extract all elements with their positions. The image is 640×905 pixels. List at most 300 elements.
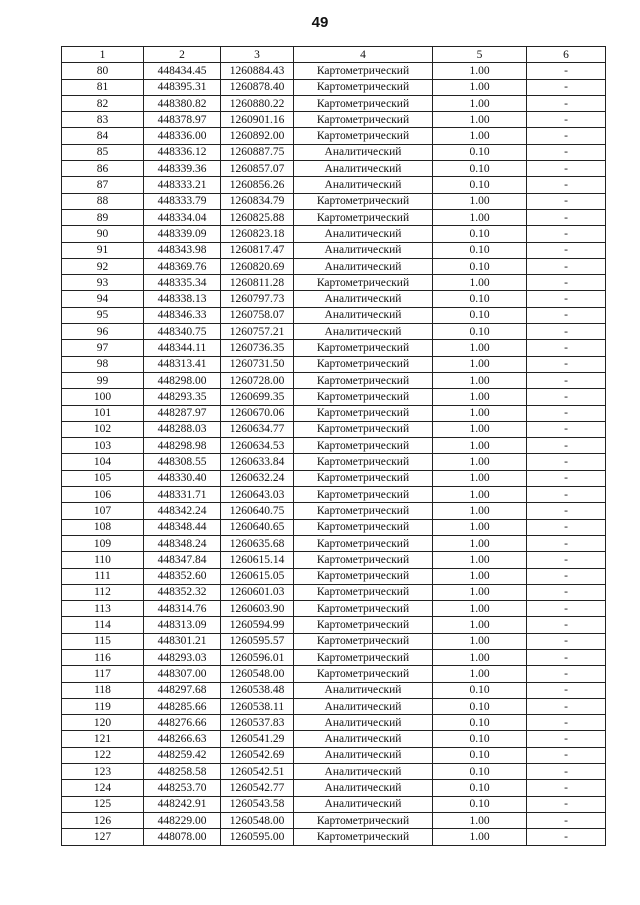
point-number-cell: 84	[62, 128, 144, 144]
note-cell: -	[527, 389, 606, 405]
x-coordinate-cell: 448338.13	[144, 291, 221, 307]
table-row	[62, 438, 606, 454]
note-cell: -	[527, 535, 606, 551]
point-number-cell: 97	[62, 340, 144, 356]
y-coordinate-cell: 1260615.14	[221, 552, 294, 568]
point-number-cell: 98	[62, 356, 144, 372]
method-cell: Аналитический	[294, 161, 433, 177]
point-number-cell: 117	[62, 666, 144, 682]
coordinates-table	[61, 46, 606, 846]
note-cell: -	[527, 470, 606, 486]
note-cell: -	[527, 405, 606, 421]
accuracy-cell: 0.10	[433, 324, 527, 340]
note-cell: -	[527, 356, 606, 372]
method-cell: Картометрический	[294, 275, 433, 291]
table-row	[62, 421, 606, 437]
point-number-cell: 91	[62, 242, 144, 258]
point-number-cell: 89	[62, 209, 144, 225]
accuracy-cell: 0.10	[433, 242, 527, 258]
point-number-cell: 118	[62, 682, 144, 698]
note-cell: -	[527, 340, 606, 356]
note-cell: -	[527, 291, 606, 307]
accuracy-cell: 0.10	[433, 177, 527, 193]
y-coordinate-cell: 1260635.68	[221, 535, 294, 551]
accuracy-cell: 1.00	[433, 193, 527, 209]
table-row	[62, 324, 606, 340]
table-row	[62, 552, 606, 568]
method-cell: Аналитический	[294, 258, 433, 274]
note-cell: -	[527, 438, 606, 454]
y-coordinate-cell: 1260643.03	[221, 487, 294, 503]
table-row	[62, 454, 606, 470]
table-row	[62, 291, 606, 307]
table-row	[62, 161, 606, 177]
table-row	[62, 356, 606, 372]
note-cell: -	[527, 617, 606, 633]
y-coordinate-cell: 1260538.11	[221, 698, 294, 714]
y-coordinate-cell: 1260856.26	[221, 177, 294, 193]
method-cell: Картометрический	[294, 421, 433, 437]
note-cell: -	[527, 487, 606, 503]
table-row	[62, 128, 606, 144]
point-number-cell: 101	[62, 405, 144, 421]
y-coordinate-cell: 1260596.01	[221, 649, 294, 665]
method-cell: Картометрический	[294, 666, 433, 682]
point-number-cell: 86	[62, 161, 144, 177]
method-cell: Аналитический	[294, 780, 433, 796]
table-row	[62, 796, 606, 812]
note-cell: -	[527, 633, 606, 649]
table-row	[62, 193, 606, 209]
point-number-cell: 87	[62, 177, 144, 193]
note-cell: -	[527, 780, 606, 796]
point-number-cell: 80	[62, 63, 144, 79]
accuracy-cell: 0.10	[433, 291, 527, 307]
header-cell-note: 6	[527, 47, 606, 63]
y-coordinate-cell: 1260880.22	[221, 95, 294, 111]
note-cell: -	[527, 242, 606, 258]
accuracy-cell: 1.00	[433, 209, 527, 225]
accuracy-cell: 1.00	[433, 552, 527, 568]
y-coordinate-cell: 1260834.79	[221, 193, 294, 209]
x-coordinate-cell: 448288.03	[144, 421, 221, 437]
note-cell: -	[527, 796, 606, 812]
table-row	[62, 649, 606, 665]
note-cell: -	[527, 226, 606, 242]
point-number-cell: 95	[62, 307, 144, 323]
x-coordinate-cell: 448434.45	[144, 63, 221, 79]
x-coordinate-cell: 448339.36	[144, 161, 221, 177]
y-coordinate-cell: 1260543.58	[221, 796, 294, 812]
method-cell: Картометрический	[294, 812, 433, 828]
table-header-row	[62, 47, 606, 63]
x-coordinate-cell: 448259.42	[144, 747, 221, 763]
note-cell: -	[527, 601, 606, 617]
y-coordinate-cell: 1260901.16	[221, 112, 294, 128]
accuracy-cell: 0.10	[433, 226, 527, 242]
note-cell: -	[527, 731, 606, 747]
accuracy-cell: 1.00	[433, 454, 527, 470]
x-coordinate-cell: 448336.00	[144, 128, 221, 144]
x-coordinate-cell: 448298.00	[144, 372, 221, 388]
x-coordinate-cell: 448266.63	[144, 731, 221, 747]
method-cell: Картометрический	[294, 356, 433, 372]
point-number-cell: 102	[62, 421, 144, 437]
point-number-cell: 108	[62, 519, 144, 535]
y-coordinate-cell: 1260878.40	[221, 79, 294, 95]
table-row	[62, 405, 606, 421]
y-coordinate-cell: 1260825.88	[221, 209, 294, 225]
y-coordinate-cell: 1260736.35	[221, 340, 294, 356]
note-cell: -	[527, 764, 606, 780]
table-row	[62, 307, 606, 323]
x-coordinate-cell: 448378.97	[144, 112, 221, 128]
accuracy-cell: 1.00	[433, 584, 527, 600]
method-cell: Картометрический	[294, 438, 433, 454]
table-row	[62, 144, 606, 160]
point-number-cell: 103	[62, 438, 144, 454]
table-row	[62, 535, 606, 551]
method-cell: Картометрический	[294, 535, 433, 551]
x-coordinate-cell: 448253.70	[144, 780, 221, 796]
table-row	[62, 747, 606, 763]
method-cell: Картометрический	[294, 95, 433, 111]
table-row	[62, 698, 606, 714]
note-cell: -	[527, 812, 606, 828]
y-coordinate-cell: 1260634.53	[221, 438, 294, 454]
accuracy-cell: 0.10	[433, 698, 527, 714]
point-number-cell: 88	[62, 193, 144, 209]
table-row	[62, 682, 606, 698]
y-coordinate-cell: 1260820.69	[221, 258, 294, 274]
accuracy-cell: 0.10	[433, 747, 527, 763]
point-number-cell: 115	[62, 633, 144, 649]
y-coordinate-cell: 1260884.43	[221, 63, 294, 79]
y-coordinate-cell: 1260595.00	[221, 829, 294, 845]
point-number-cell: 92	[62, 258, 144, 274]
y-coordinate-cell: 1260603.90	[221, 601, 294, 617]
accuracy-cell: 0.10	[433, 307, 527, 323]
y-coordinate-cell: 1260811.28	[221, 275, 294, 291]
method-cell: Аналитический	[294, 324, 433, 340]
note-cell: -	[527, 715, 606, 731]
method-cell: Аналитический	[294, 731, 433, 747]
y-coordinate-cell: 1260887.75	[221, 144, 294, 160]
table-row	[62, 470, 606, 486]
table-row	[62, 79, 606, 95]
note-cell: -	[527, 209, 606, 225]
method-cell: Аналитический	[294, 682, 433, 698]
x-coordinate-cell: 448342.24	[144, 503, 221, 519]
method-cell: Картометрический	[294, 519, 433, 535]
point-number-cell: 90	[62, 226, 144, 242]
method-cell: Аналитический	[294, 747, 433, 763]
table-row	[62, 764, 606, 780]
method-cell: Картометрический	[294, 649, 433, 665]
x-coordinate-cell: 448347.84	[144, 552, 221, 568]
table-row	[62, 340, 606, 356]
point-number-cell: 94	[62, 291, 144, 307]
method-cell: Картометрический	[294, 79, 433, 95]
table-row	[62, 601, 606, 617]
table-row	[62, 715, 606, 731]
method-cell: Картометрический	[294, 633, 433, 649]
x-coordinate-cell: 448229.00	[144, 812, 221, 828]
x-coordinate-cell: 448333.79	[144, 193, 221, 209]
x-coordinate-cell: 448395.31	[144, 79, 221, 95]
accuracy-cell: 1.00	[433, 340, 527, 356]
point-number-cell: 99	[62, 372, 144, 388]
accuracy-cell: 1.00	[433, 633, 527, 649]
method-cell: Картометрический	[294, 405, 433, 421]
y-coordinate-cell: 1260633.84	[221, 454, 294, 470]
y-coordinate-cell: 1260640.65	[221, 519, 294, 535]
note-cell: -	[527, 584, 606, 600]
note-cell: -	[527, 112, 606, 128]
accuracy-cell: 0.10	[433, 682, 527, 698]
table-row	[62, 617, 606, 633]
accuracy-cell: 1.00	[433, 535, 527, 551]
accuracy-cell: 1.00	[433, 666, 527, 682]
method-cell: Картометрический	[294, 552, 433, 568]
accuracy-cell: 1.00	[433, 812, 527, 828]
point-number-cell: 119	[62, 698, 144, 714]
point-number-cell: 82	[62, 95, 144, 111]
x-coordinate-cell: 448298.98	[144, 438, 221, 454]
x-coordinate-cell: 448331.71	[144, 487, 221, 503]
table-row	[62, 487, 606, 503]
note-cell: -	[527, 454, 606, 470]
accuracy-cell: 0.10	[433, 161, 527, 177]
y-coordinate-cell: 1260823.18	[221, 226, 294, 242]
table-row	[62, 226, 606, 242]
y-coordinate-cell: 1260728.00	[221, 372, 294, 388]
table-row	[62, 633, 606, 649]
table-row	[62, 372, 606, 388]
table-row	[62, 112, 606, 128]
accuracy-cell: 1.00	[433, 356, 527, 372]
accuracy-cell: 1.00	[433, 405, 527, 421]
point-number-cell: 106	[62, 487, 144, 503]
x-coordinate-cell: 448307.00	[144, 666, 221, 682]
accuracy-cell: 1.00	[433, 503, 527, 519]
note-cell: -	[527, 144, 606, 160]
note-cell: -	[527, 258, 606, 274]
method-cell: Картометрический	[294, 63, 433, 79]
x-coordinate-cell: 448334.04	[144, 209, 221, 225]
accuracy-cell: 0.10	[433, 715, 527, 731]
x-coordinate-cell: 448335.34	[144, 275, 221, 291]
accuracy-cell: 1.00	[433, 63, 527, 79]
accuracy-cell: 1.00	[433, 275, 527, 291]
point-number-cell: 96	[62, 324, 144, 340]
x-coordinate-cell: 448313.41	[144, 356, 221, 372]
accuracy-cell: 0.10	[433, 796, 527, 812]
note-cell: -	[527, 324, 606, 340]
method-cell: Аналитический	[294, 307, 433, 323]
note-cell: -	[527, 95, 606, 111]
y-coordinate-cell: 1260542.69	[221, 747, 294, 763]
y-coordinate-cell: 1260731.50	[221, 356, 294, 372]
y-coordinate-cell: 1260857.07	[221, 161, 294, 177]
method-cell: Картометрический	[294, 617, 433, 633]
x-coordinate-cell: 448343.98	[144, 242, 221, 258]
point-number-cell: 126	[62, 812, 144, 828]
y-coordinate-cell: 1260797.73	[221, 291, 294, 307]
point-number-cell: 121	[62, 731, 144, 747]
point-number-cell: 100	[62, 389, 144, 405]
x-coordinate-cell: 448314.76	[144, 601, 221, 617]
accuracy-cell: 1.00	[433, 372, 527, 388]
note-cell: -	[527, 275, 606, 291]
method-cell: Аналитический	[294, 764, 433, 780]
point-number-cell: 81	[62, 79, 144, 95]
method-cell: Аналитический	[294, 698, 433, 714]
accuracy-cell: 1.00	[433, 568, 527, 584]
table-row	[62, 584, 606, 600]
x-coordinate-cell: 448352.32	[144, 584, 221, 600]
x-coordinate-cell: 448380.82	[144, 95, 221, 111]
accuracy-cell: 1.00	[433, 519, 527, 535]
accuracy-cell: 1.00	[433, 487, 527, 503]
x-coordinate-cell: 448369.76	[144, 258, 221, 274]
note-cell: -	[527, 193, 606, 209]
table-row	[62, 209, 606, 225]
accuracy-cell: 1.00	[433, 829, 527, 845]
note-cell: -	[527, 552, 606, 568]
method-cell: Картометрический	[294, 487, 433, 503]
header-cell-x-coordinate: 2	[144, 47, 221, 63]
note-cell: -	[527, 79, 606, 95]
note-cell: -	[527, 568, 606, 584]
y-coordinate-cell: 1260758.07	[221, 307, 294, 323]
y-coordinate-cell: 1260699.35	[221, 389, 294, 405]
point-number-cell: 105	[62, 470, 144, 486]
y-coordinate-cell: 1260632.24	[221, 470, 294, 486]
table-row	[62, 242, 606, 258]
x-coordinate-cell: 448348.44	[144, 519, 221, 535]
note-cell: -	[527, 503, 606, 519]
header-cell-accuracy: 5	[433, 47, 527, 63]
header-cell-method: 4	[294, 47, 433, 63]
x-coordinate-cell: 448285.66	[144, 698, 221, 714]
point-number-cell: 111	[62, 568, 144, 584]
table-row	[62, 829, 606, 845]
table-row	[62, 568, 606, 584]
table-row	[62, 780, 606, 796]
accuracy-cell: 1.00	[433, 95, 527, 111]
method-cell: Картометрический	[294, 372, 433, 388]
method-cell: Картометрический	[294, 568, 433, 584]
y-coordinate-cell: 1260542.51	[221, 764, 294, 780]
accuracy-cell: 1.00	[433, 617, 527, 633]
y-coordinate-cell: 1260548.00	[221, 666, 294, 682]
point-number-cell: 93	[62, 275, 144, 291]
x-coordinate-cell: 448330.40	[144, 470, 221, 486]
method-cell: Аналитический	[294, 715, 433, 731]
point-number-cell: 120	[62, 715, 144, 731]
point-number-cell: 125	[62, 796, 144, 812]
y-coordinate-cell: 1260634.77	[221, 421, 294, 437]
point-number-cell: 116	[62, 649, 144, 665]
table-row	[62, 177, 606, 193]
note-cell: -	[527, 372, 606, 388]
header-cell-point-number: 1	[62, 47, 144, 63]
note-cell: -	[527, 177, 606, 193]
y-coordinate-cell: 1260548.00	[221, 812, 294, 828]
y-coordinate-cell: 1260537.83	[221, 715, 294, 731]
table-body	[62, 63, 606, 845]
accuracy-cell: 1.00	[433, 438, 527, 454]
table-row	[62, 666, 606, 682]
y-coordinate-cell: 1260892.00	[221, 128, 294, 144]
page-number: 49	[311, 14, 329, 31]
note-cell: -	[527, 63, 606, 79]
y-coordinate-cell: 1260595.57	[221, 633, 294, 649]
y-coordinate-cell: 1260601.03	[221, 584, 294, 600]
table-row	[62, 731, 606, 747]
point-number-cell: 127	[62, 829, 144, 845]
y-coordinate-cell: 1260615.05	[221, 568, 294, 584]
accuracy-cell: 1.00	[433, 128, 527, 144]
note-cell: -	[527, 519, 606, 535]
x-coordinate-cell: 448308.55	[144, 454, 221, 470]
y-coordinate-cell: 1260817.47	[221, 242, 294, 258]
header-cell-y-coordinate: 3	[221, 47, 294, 63]
method-cell: Аналитический	[294, 177, 433, 193]
y-coordinate-cell: 1260538.48	[221, 682, 294, 698]
method-cell: Аналитический	[294, 226, 433, 242]
note-cell: -	[527, 161, 606, 177]
x-coordinate-cell: 448301.21	[144, 633, 221, 649]
method-cell: Картометрический	[294, 193, 433, 209]
method-cell: Картометрический	[294, 601, 433, 617]
method-cell: Картометрический	[294, 389, 433, 405]
point-number-cell: 122	[62, 747, 144, 763]
table-row	[62, 389, 606, 405]
note-cell: -	[527, 649, 606, 665]
method-cell: Картометрический	[294, 584, 433, 600]
x-coordinate-cell: 448344.11	[144, 340, 221, 356]
accuracy-cell: 1.00	[433, 389, 527, 405]
table-row	[62, 258, 606, 274]
x-coordinate-cell: 448352.60	[144, 568, 221, 584]
point-number-cell: 123	[62, 764, 144, 780]
method-cell: Картометрический	[294, 209, 433, 225]
point-number-cell: 83	[62, 112, 144, 128]
note-cell: -	[527, 421, 606, 437]
y-coordinate-cell: 1260757.21	[221, 324, 294, 340]
x-coordinate-cell: 448333.21	[144, 177, 221, 193]
x-coordinate-cell: 448313.09	[144, 617, 221, 633]
table-row	[62, 275, 606, 291]
x-coordinate-cell: 448339.09	[144, 226, 221, 242]
y-coordinate-cell: 1260594.99	[221, 617, 294, 633]
point-number-cell: 109	[62, 535, 144, 551]
note-cell: -	[527, 698, 606, 714]
note-cell: -	[527, 829, 606, 845]
point-number-cell: 104	[62, 454, 144, 470]
method-cell: Аналитический	[294, 291, 433, 307]
method-cell: Картометрический	[294, 112, 433, 128]
table-row	[62, 519, 606, 535]
x-coordinate-cell: 448276.66	[144, 715, 221, 731]
accuracy-cell: 0.10	[433, 144, 527, 160]
x-coordinate-cell: 448078.00	[144, 829, 221, 845]
point-number-cell: 113	[62, 601, 144, 617]
method-cell: Аналитический	[294, 796, 433, 812]
y-coordinate-cell: 1260541.29	[221, 731, 294, 747]
